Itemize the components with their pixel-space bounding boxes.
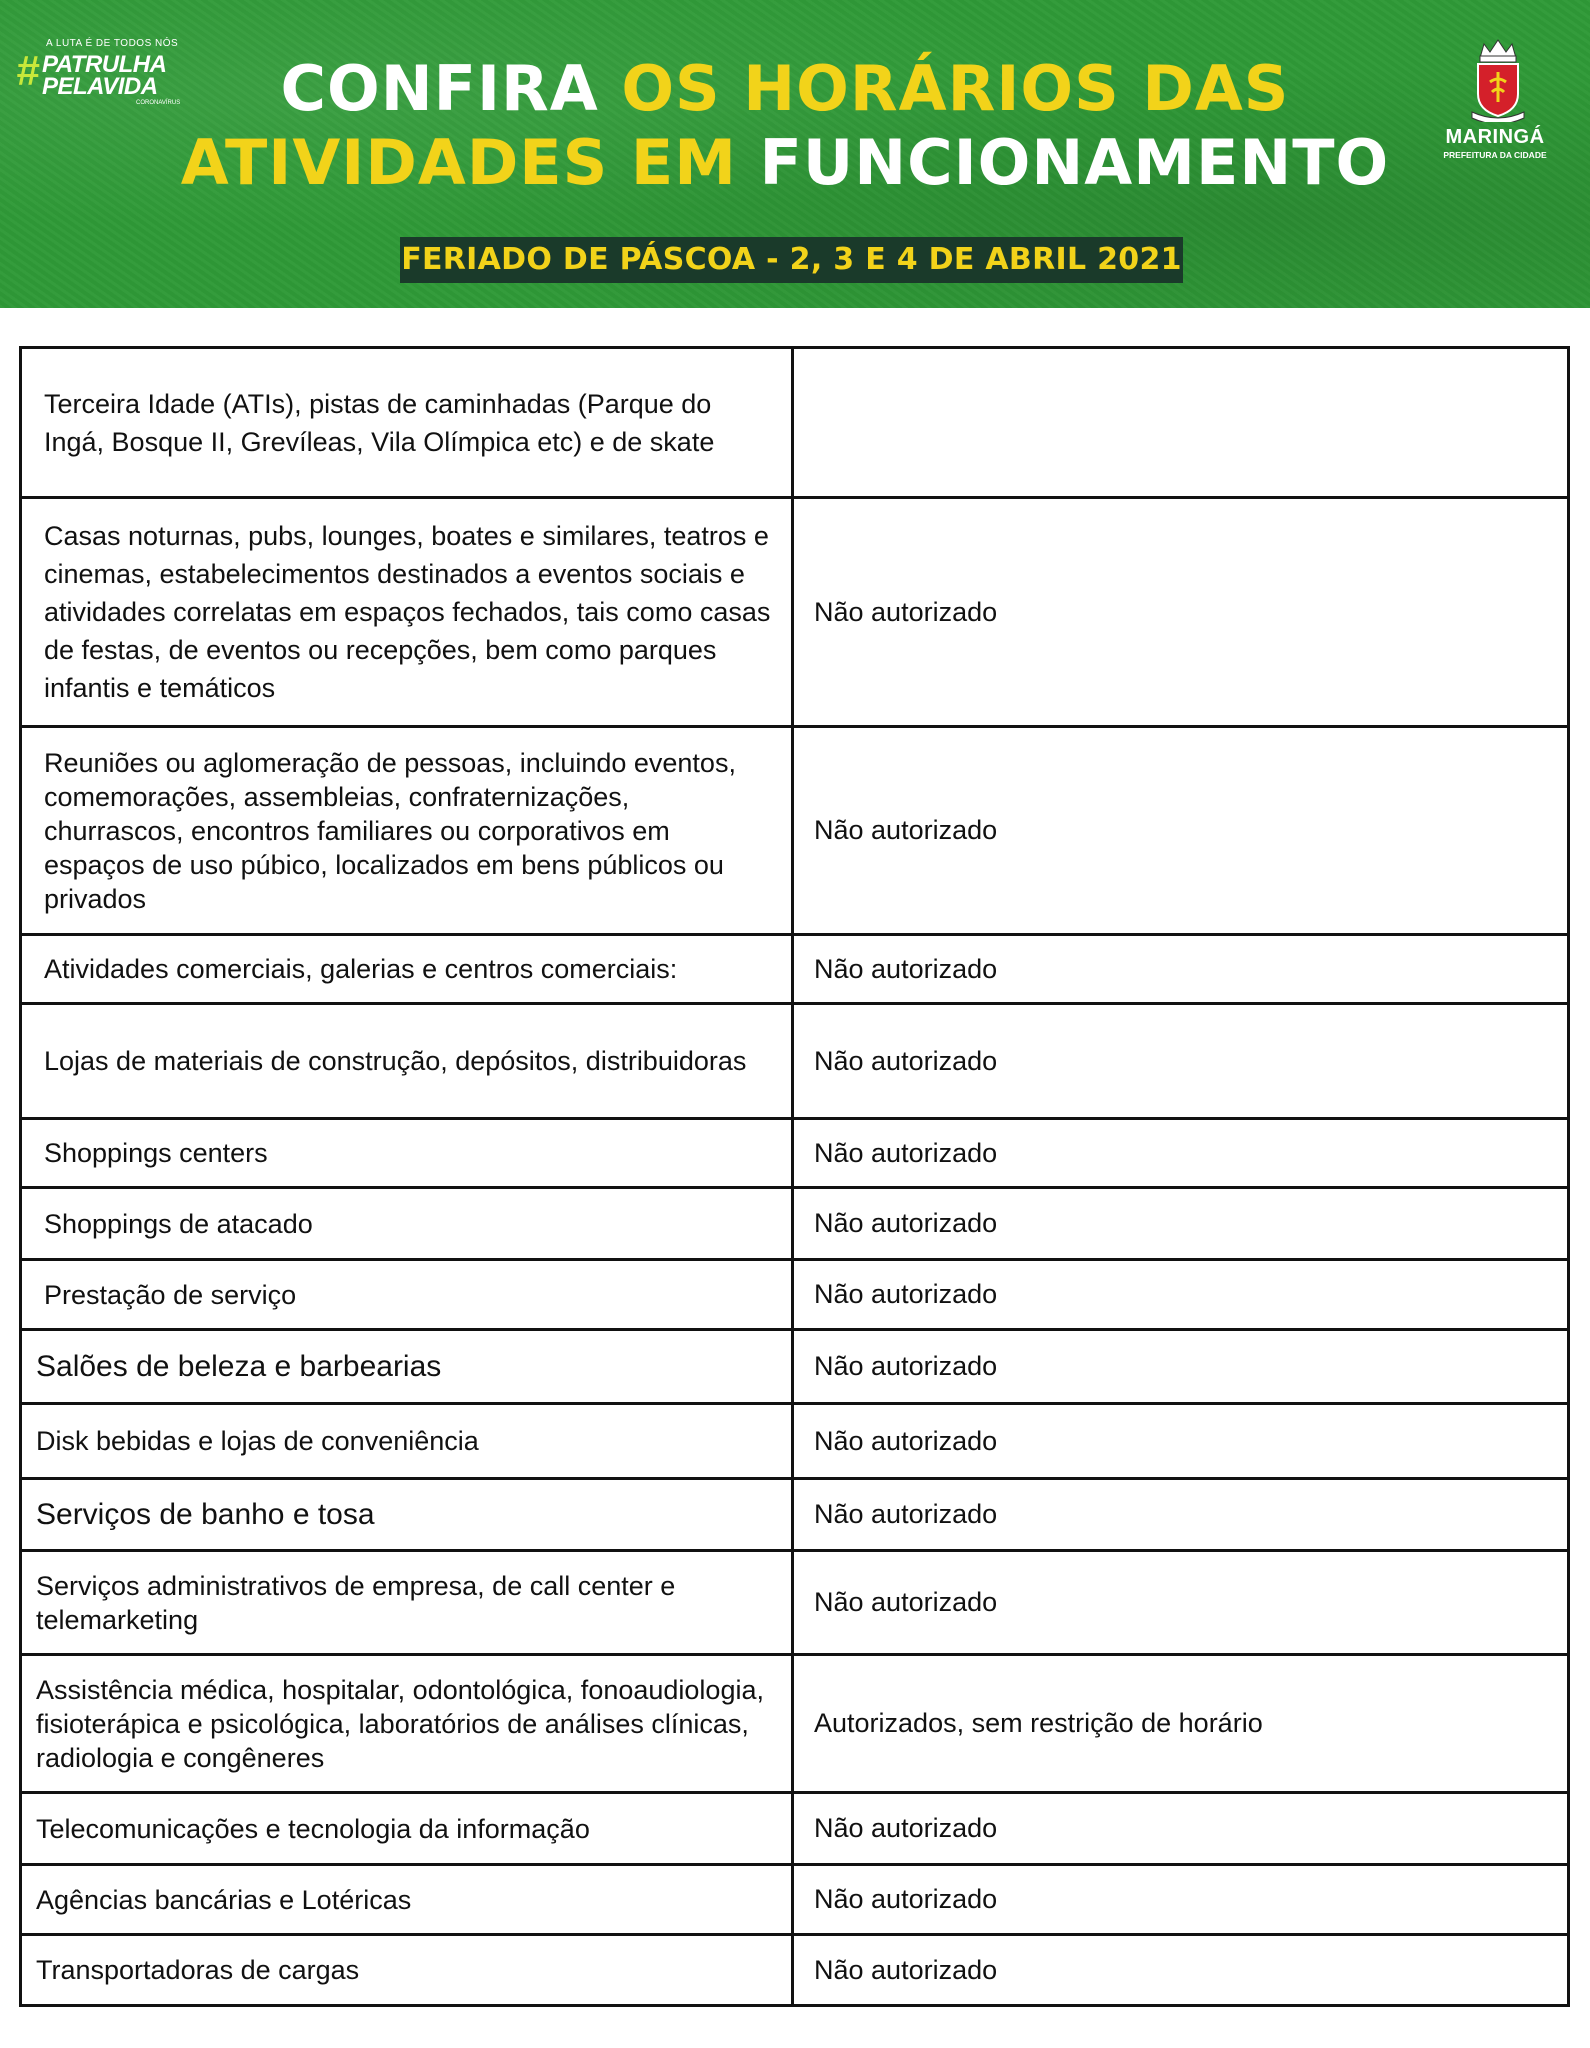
status-cell: Não autorizado bbox=[814, 1279, 998, 1309]
activities-table bbox=[19, 346, 1570, 2007]
activity-cell: Salões de beleza e barbearias bbox=[22, 1331, 794, 1402]
table-row bbox=[22, 1405, 1567, 1480]
status-cell: Não autorizado bbox=[814, 1208, 998, 1238]
holiday-date-badge: FERIADO DE PÁSCOA - 2, 3 E 4 DE ABRIL 2021 bbox=[400, 237, 1183, 283]
activity-cell: Agências bancárias e Lotéricas bbox=[22, 1866, 794, 1933]
status-cell: Autorizados, sem restrição de horário bbox=[814, 1708, 1263, 1738]
page-title bbox=[170, 52, 1400, 200]
table-row bbox=[22, 1005, 1567, 1120]
table-row bbox=[22, 1936, 1567, 2004]
table-row bbox=[22, 1794, 1567, 1866]
table-row bbox=[22, 1120, 1567, 1189]
status-cell: Não autorizado bbox=[814, 1813, 998, 1843]
activity-cell: Serviços administrativos de empresa, de call center e telemarketing bbox=[22, 1552, 794, 1653]
table-row bbox=[22, 1261, 1567, 1331]
status-cell: Não autorizado bbox=[814, 953, 998, 984]
table-row bbox=[22, 728, 1567, 936]
logo-line-1: PATRULHA bbox=[42, 51, 167, 78]
logo-tagline: A LUTA É DE TODOS NÓS bbox=[46, 38, 179, 49]
status-cell: Não autorizado bbox=[814, 815, 998, 845]
title-line-1-yellow: OS HORÁRIOS DAS bbox=[621, 52, 1290, 125]
activity-cell: Shoppings de atacado bbox=[22, 1189, 794, 1258]
maringa-prefeitura-logo bbox=[1430, 36, 1560, 166]
activity-cell: Telecomunicações e tecnologia da informação bbox=[22, 1794, 794, 1863]
activity-cell: Prestação de serviço bbox=[22, 1261, 794, 1328]
activity-cell: Assistência médica, hospitalar, odontológica, fonoaudiologia, fisioterápica e psicológica, laboratórios de análises clínicas, radiologia e congêneres bbox=[22, 1656, 794, 1791]
title-line-2-white: FUNCIONAMENTO bbox=[759, 126, 1390, 199]
activity-cell: Reuniões ou aglomeração de pessoas, incluindo eventos, comemorações, assembleias, confraternizações, churrascos, encontros familiares ou corporativos em espaços de uso púbico, localizados em bens públicos ou privados bbox=[22, 728, 794, 933]
title-line-1-white: CONFIRA bbox=[280, 52, 622, 125]
table-row bbox=[22, 1656, 1567, 1794]
coat-of-arms-icon bbox=[1470, 38, 1526, 122]
logo-line-2: PELAVIDA bbox=[42, 73, 158, 100]
table-row bbox=[22, 1189, 1567, 1261]
table-row bbox=[22, 1552, 1567, 1656]
header-banner bbox=[0, 0, 1590, 308]
activity-cell: Atividades comerciais, galerias e centros comerciais: bbox=[22, 936, 794, 1002]
table-row bbox=[22, 1866, 1567, 1936]
status-cell: Não autorizado bbox=[814, 1587, 998, 1617]
activity-cell: Transportadoras de cargas bbox=[22, 1936, 794, 2004]
status-cell bbox=[794, 349, 1567, 496]
hashtag-glyph: # bbox=[16, 47, 40, 94]
logo-subtext: CORONAVÍRUS bbox=[136, 100, 181, 106]
city-hall-label: PREFEITURA DA CIDADE bbox=[1443, 150, 1547, 160]
activity-cell: Terceira Idade (ATIs), pistas de caminhadas (Parque do Ingá, Bosque II, Grevíleas, Vila Olímpica etc) e de skate bbox=[22, 349, 794, 496]
activity-cell: Lojas de materiais de construção, depósitos, distribuidoras bbox=[22, 1005, 794, 1117]
patrulha-pela-vida-logo bbox=[16, 38, 196, 118]
activity-cell: Shoppings centers bbox=[22, 1120, 794, 1186]
status-cell: Não autorizado bbox=[814, 1351, 998, 1381]
status-cell: Não autorizado bbox=[814, 1137, 998, 1168]
activity-cell: Casas noturnas, pubs, lounges, boates e similares, teatros e cinemas, estabelecimentos destinados a eventos sociais e atividades correlatas em espaços fechados, tais como casas de festas, de eventos ou recepções, bem como parques infantis e temáticos bbox=[22, 499, 794, 725]
status-cell: Não autorizado bbox=[814, 1884, 998, 1914]
table-row bbox=[22, 1331, 1567, 1405]
status-cell: Não autorizado bbox=[814, 1954, 998, 1985]
table-row bbox=[22, 349, 1567, 499]
title-line-2 bbox=[170, 126, 1400, 200]
table-row bbox=[22, 499, 1567, 728]
status-cell: Não autorizado bbox=[814, 1499, 998, 1529]
title-line-1 bbox=[170, 52, 1400, 126]
status-cell: Não autorizado bbox=[814, 596, 998, 627]
table-row bbox=[22, 1480, 1567, 1552]
table-row bbox=[22, 936, 1567, 1005]
status-cell: Não autorizado bbox=[814, 1045, 998, 1076]
city-name: MARINGÁ bbox=[1445, 126, 1545, 148]
activity-cell: Disk bebidas e lojas de conveniência bbox=[22, 1405, 794, 1477]
status-cell: Não autorizado bbox=[814, 1425, 998, 1456]
activity-cell: Serviços de banho e tosa bbox=[22, 1480, 794, 1549]
title-line-2-yellow: ATIVIDADES EM bbox=[180, 126, 760, 199]
